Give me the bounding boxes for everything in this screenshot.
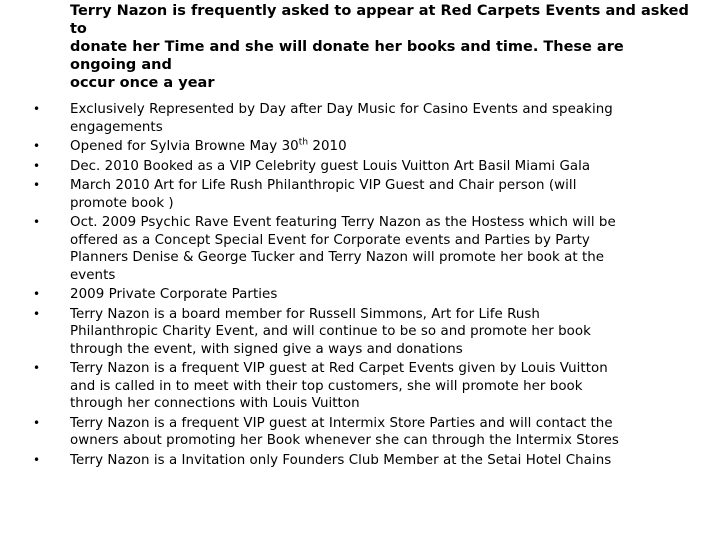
list-item-text: Oct. 2009 Psychic Rave Event featuring Terry Nazon as the Hostess which will be offered as a Concept Special Event for Corporate events and Parties by Party Planners Denise & George Tucker and Terry Nazon will promote her book at the events <box>70 215 616 283</box>
bullet-icon: • <box>33 452 41 467</box>
list-item <box>24 452 694 470</box>
list-item-text <box>70 138 347 156</box>
bullet-icon: • <box>33 361 41 375</box>
list-item-text: March 2010 Art for Life Rush Philanthropic VIP Guest and Chair person (will promote book ) <box>70 178 577 211</box>
list-item <box>24 360 694 413</box>
list-item <box>24 158 694 176</box>
list-item-text: Terry Nazon is a frequent VIP guest at Red Carpet Events given by Louis Vuitton and is called in to meet with their top customers, she will promote her book through her connections with Louis Vuitton <box>70 361 608 411</box>
bullet-icon: • <box>33 287 41 301</box>
list-item-text: 2009 Private Corporate Parties <box>70 287 278 302</box>
bullet-icon: • <box>33 178 41 192</box>
list-item <box>24 177 694 212</box>
bullet-icon: • <box>33 158 41 173</box>
bullet-list <box>24 101 694 471</box>
list-item-text-part: 2010 <box>308 139 347 154</box>
bullet-icon: • <box>33 415 41 430</box>
list-item-text: Terry Nazon is a frequent VIP guest at Intermix Store Parties and will contact the owners about promoting her Book whenever she can through the Intermix Stores <box>70 415 619 448</box>
bullet-icon: • <box>33 102 41 116</box>
list-item <box>24 138 694 156</box>
list-item-text: Terry Nazon is a Invitation only Founders Club Member at the Setai Hotel Chains <box>70 452 612 468</box>
list-item <box>24 214 694 284</box>
list-item-text: Dec. 2010 Booked as a VIP Celebrity guest Louis Vuitton Art Basil Miami Gala <box>70 158 591 174</box>
list-item <box>24 306 694 359</box>
list-item <box>24 415 694 450</box>
slide-heading: Terry Nazon is frequently asked to appear at Red Carpets Events and asked to donate her Time and she will donate her books and time. These are ongoing and occur once a year <box>70 3 689 91</box>
list-item-text: Exclusively Represented by Day after Day Music for Casino Events and speaking engagements <box>70 102 613 135</box>
bullet-icon: • <box>33 215 41 229</box>
list-item-text-part: Opened for Sylvia Browne May 30 <box>70 139 299 154</box>
list-item <box>24 286 694 304</box>
list-item-text: Terry Nazon is a board member for Russell Simmons, Art for Life Rush Philanthropic Charity Event, and will continue to be so and promote her book through the event, with signed give a ways and donations <box>70 306 591 357</box>
ordinal-suffix: th <box>298 137 309 148</box>
list-item <box>24 101 694 136</box>
bullet-icon: • <box>33 139 41 153</box>
bullet-icon: • <box>33 306 41 321</box>
